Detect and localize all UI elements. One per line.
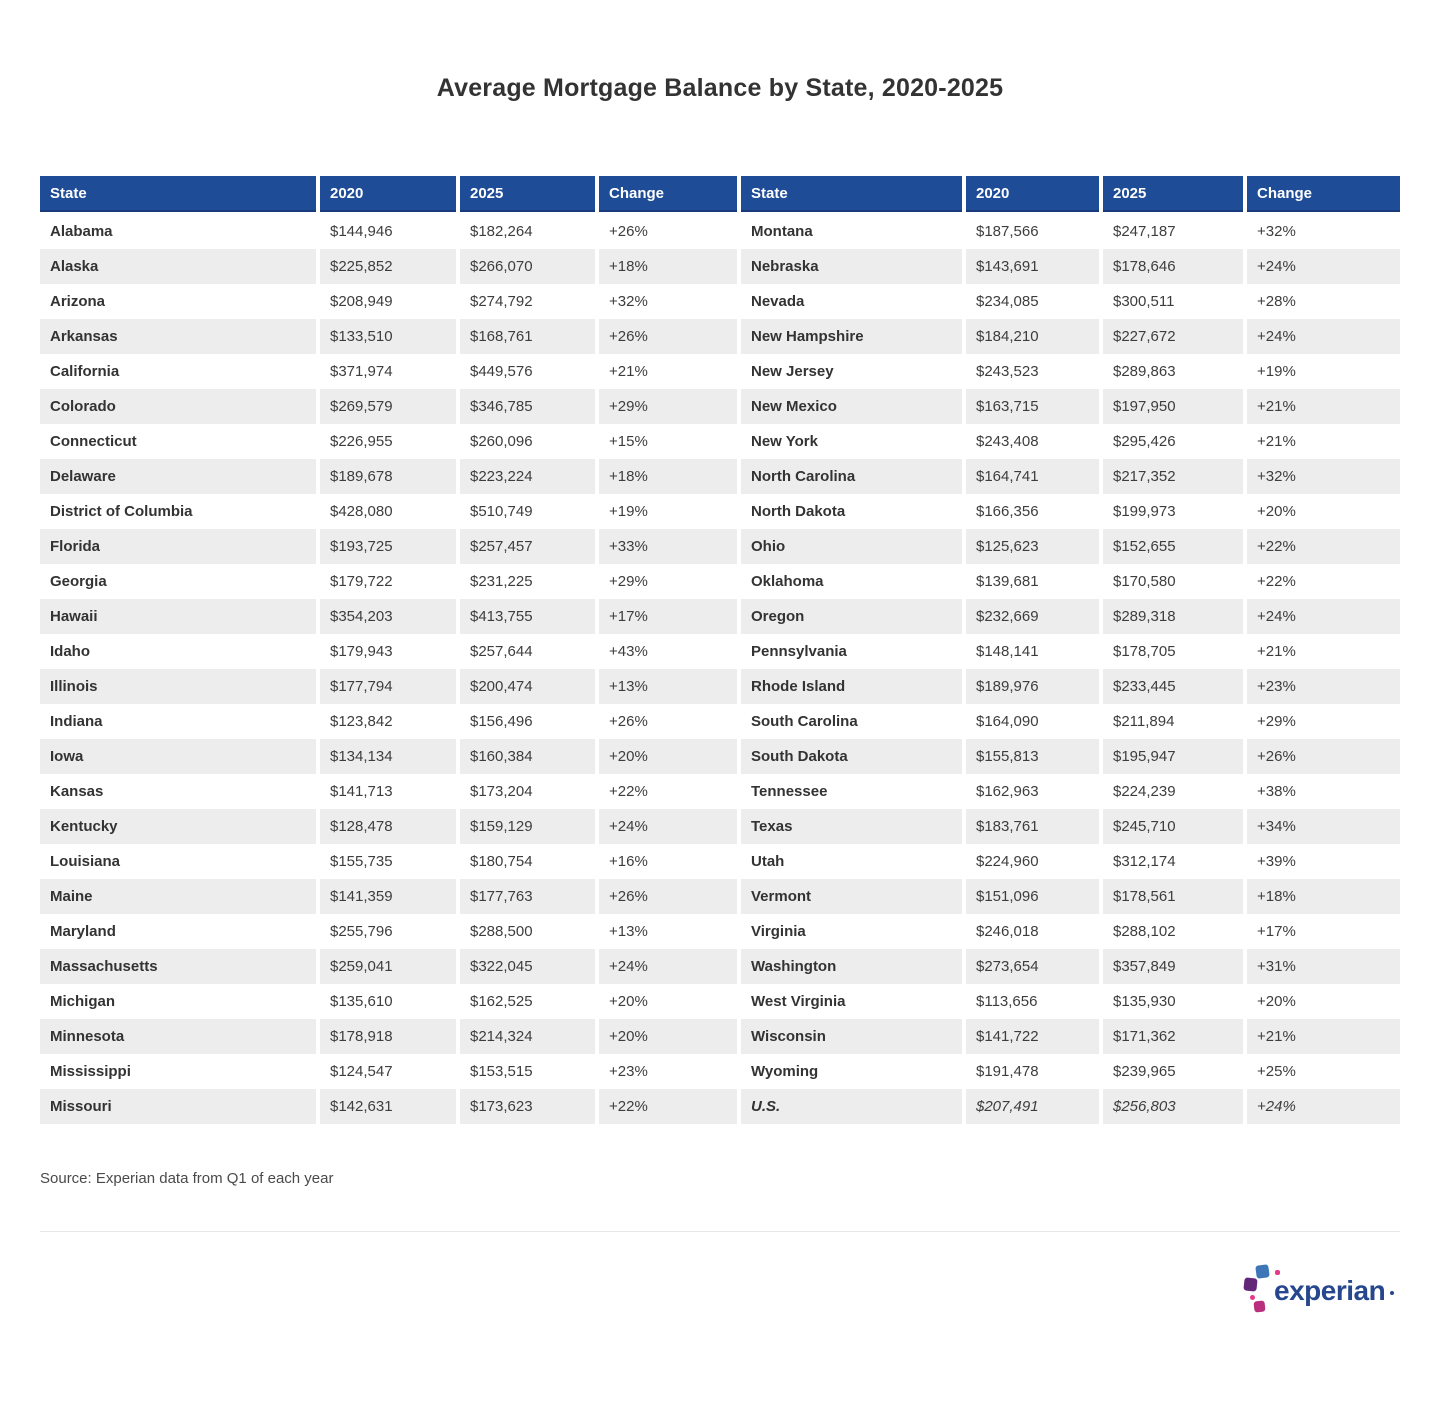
- logo-block-magenta-icon: [1253, 1300, 1265, 1312]
- table-row: [741, 214, 1400, 249]
- change-cell: +18%: [599, 249, 737, 284]
- balance-2020-cell: $155,735: [320, 844, 456, 879]
- state-cell: Nebraska: [741, 249, 962, 284]
- balance-2020-cell: $273,654: [966, 949, 1099, 984]
- balance-2020-cell: $354,203: [320, 599, 456, 634]
- balance-2020-cell: $226,955: [320, 424, 456, 459]
- balance-2020-cell: $143,691: [966, 249, 1099, 284]
- state-cell: Florida: [40, 529, 316, 564]
- change-cell: +31%: [1247, 949, 1400, 984]
- balance-2025-cell: $211,894: [1103, 704, 1243, 739]
- balance-2025-cell: $156,496: [460, 704, 595, 739]
- table-row: [741, 424, 1400, 459]
- table-row: [40, 809, 737, 844]
- balance-2020-cell: $232,669: [966, 599, 1099, 634]
- balance-2025-cell: $346,785: [460, 389, 595, 424]
- state-cell: North Carolina: [741, 459, 962, 494]
- state-cell: Maine: [40, 879, 316, 914]
- change-cell: +17%: [1247, 914, 1400, 949]
- balance-2025-cell: $170,580: [1103, 564, 1243, 599]
- table-row: [40, 914, 737, 949]
- balance-2020-cell: $163,715: [966, 389, 1099, 424]
- balance-2025-cell: $288,500: [460, 914, 595, 949]
- state-cell: Nevada: [741, 284, 962, 319]
- table-row: [741, 984, 1400, 1019]
- balance-2025-cell: $214,324: [460, 1019, 595, 1054]
- change-cell: +19%: [599, 494, 737, 529]
- table-row: [40, 459, 737, 494]
- page: [40, 74, 1400, 1316]
- change-cell: +17%: [599, 599, 737, 634]
- balance-2020-cell: $184,210: [966, 319, 1099, 354]
- table-row: [40, 564, 737, 599]
- state-cell: West Virginia: [741, 984, 962, 1019]
- balance-2020-cell: $125,623: [966, 529, 1099, 564]
- change-cell: +16%: [599, 844, 737, 879]
- change-cell: +23%: [1247, 669, 1400, 704]
- table-row: [40, 704, 737, 739]
- experian-wordmark: experian: [1274, 1275, 1386, 1306]
- change-cell: +13%: [599, 669, 737, 704]
- balance-2025-cell: $312,174: [1103, 844, 1243, 879]
- state-cell: Alabama: [40, 214, 316, 249]
- change-cell: +22%: [599, 1089, 737, 1124]
- table-row: [741, 1019, 1400, 1054]
- change-cell: +24%: [599, 949, 737, 984]
- state-cell: Massachusetts: [40, 949, 316, 984]
- state-cell: Hawaii: [40, 599, 316, 634]
- balance-2025-cell: $171,362: [1103, 1019, 1243, 1054]
- change-cell: +22%: [599, 774, 737, 809]
- balance-2025-cell: $289,863: [1103, 354, 1243, 389]
- change-cell: +22%: [1247, 564, 1400, 599]
- change-cell: +29%: [599, 389, 737, 424]
- state-cell: Texas: [741, 809, 962, 844]
- state-cell: Arkansas: [40, 319, 316, 354]
- column-header: 2025: [1103, 176, 1243, 212]
- balance-2020-cell: $124,547: [320, 1054, 456, 1089]
- state-cell: Montana: [741, 214, 962, 249]
- state-cell: Louisiana: [40, 844, 316, 879]
- balance-2020-cell: $371,974: [320, 354, 456, 389]
- balance-2025-cell: $239,965: [1103, 1054, 1243, 1089]
- balance-2025-cell: $223,224: [460, 459, 595, 494]
- balance-2020-cell: $144,946: [320, 214, 456, 249]
- table-row: [40, 214, 737, 249]
- balance-2025-cell: $135,930: [1103, 984, 1243, 1019]
- balance-2020-cell: $166,356: [966, 494, 1099, 529]
- table-row: [741, 494, 1400, 529]
- balance-2025-cell: $510,749: [460, 494, 595, 529]
- balance-2020-cell: $179,722: [320, 564, 456, 599]
- table-row: [40, 354, 737, 389]
- change-cell: +28%: [1247, 284, 1400, 319]
- balance-2020-cell: $224,960: [966, 844, 1099, 879]
- logo-block-blue-icon: [1255, 1264, 1270, 1279]
- state-cell: Virginia: [741, 914, 962, 949]
- balance-2020-cell: $128,478: [320, 809, 456, 844]
- balance-2020-cell: $134,134: [320, 739, 456, 774]
- state-cell: Pennsylvania: [741, 634, 962, 669]
- balance-2020-cell: $234,085: [966, 284, 1099, 319]
- table-row: [40, 669, 737, 704]
- balance-2020-cell: $246,018: [966, 914, 1099, 949]
- change-cell: +24%: [599, 809, 737, 844]
- change-cell: +43%: [599, 634, 737, 669]
- change-cell: +21%: [1247, 389, 1400, 424]
- state-cell: Indiana: [40, 704, 316, 739]
- change-cell: +13%: [599, 914, 737, 949]
- column-header: 2020: [320, 176, 456, 212]
- balance-2025-cell: $153,515: [460, 1054, 595, 1089]
- table-row: [741, 249, 1400, 284]
- column-header: 2020: [966, 176, 1099, 212]
- change-cell: +32%: [1247, 459, 1400, 494]
- balance-2020-cell: $243,408: [966, 424, 1099, 459]
- balance-2025-cell: $274,792: [460, 284, 595, 319]
- balance-2025-cell: $217,352: [1103, 459, 1243, 494]
- state-cell: Michigan: [40, 984, 316, 1019]
- table-row: [40, 774, 737, 809]
- balance-2025-cell: $247,187: [1103, 214, 1243, 249]
- table-row: [741, 704, 1400, 739]
- table-row: [40, 494, 737, 529]
- balance-2020-cell: $177,794: [320, 669, 456, 704]
- balance-2025-cell: $257,457: [460, 529, 595, 564]
- state-cell: Washington: [741, 949, 962, 984]
- change-cell: +22%: [1247, 529, 1400, 564]
- balance-2025-cell: $168,761: [460, 319, 595, 354]
- balance-2025-cell: $260,096: [460, 424, 595, 459]
- table-row: [40, 599, 737, 634]
- table-row: [741, 879, 1400, 914]
- balance-2020-cell: $208,949: [320, 284, 456, 319]
- balance-2025-cell: $233,445: [1103, 669, 1243, 704]
- state-cell: South Carolina: [741, 704, 962, 739]
- balance-2020-cell: $183,761: [966, 809, 1099, 844]
- footer-divider: [40, 1231, 1400, 1232]
- balance-2025-cell: $178,561: [1103, 879, 1243, 914]
- change-cell: +39%: [1247, 844, 1400, 879]
- state-cell: Wyoming: [741, 1054, 962, 1089]
- mortgage-balance-table: [40, 176, 1400, 1124]
- table-row: [741, 844, 1400, 879]
- table-row: [741, 669, 1400, 704]
- balance-2020-cell: $243,523: [966, 354, 1099, 389]
- balance-2020-cell: $259,041: [320, 949, 456, 984]
- table-row: [40, 1089, 737, 1124]
- state-cell: Iowa: [40, 739, 316, 774]
- balance-2025-cell: $159,129: [460, 809, 595, 844]
- table-row: [40, 249, 737, 284]
- state-cell: Georgia: [40, 564, 316, 599]
- state-cell: District of Columbia: [40, 494, 316, 529]
- state-cell: Alaska: [40, 249, 316, 284]
- balance-2025-cell: $413,755: [460, 599, 595, 634]
- change-cell: +15%: [599, 424, 737, 459]
- table-row: [40, 529, 737, 564]
- table-row: [40, 844, 737, 879]
- state-cell: Tennessee: [741, 774, 962, 809]
- table-row: [40, 984, 737, 1019]
- change-cell: +26%: [599, 879, 737, 914]
- change-cell: +21%: [1247, 1019, 1400, 1054]
- column-header: 2025: [460, 176, 595, 212]
- balance-2020-cell: $162,963: [966, 774, 1099, 809]
- trademark-dot-icon: [1390, 1291, 1394, 1295]
- change-cell: +24%: [1247, 1089, 1400, 1124]
- state-cell: Minnesota: [40, 1019, 316, 1054]
- balance-2020-cell: $139,681: [966, 564, 1099, 599]
- balance-2020-cell: $255,796: [320, 914, 456, 949]
- table-row: [741, 459, 1400, 494]
- logo-block-purple-icon: [1243, 1277, 1257, 1291]
- column-header: Change: [599, 176, 737, 212]
- balance-2025-cell: $182,264: [460, 214, 595, 249]
- table-row: [40, 949, 737, 984]
- change-cell: +29%: [599, 564, 737, 599]
- balance-2025-cell: $152,655: [1103, 529, 1243, 564]
- experian-logo: [1244, 1264, 1396, 1316]
- change-cell: +33%: [599, 529, 737, 564]
- table-row: [40, 424, 737, 459]
- change-cell: +19%: [1247, 354, 1400, 389]
- balance-2020-cell: $133,510: [320, 319, 456, 354]
- table-row: [40, 284, 737, 319]
- table-row: [40, 634, 737, 669]
- table-row: [741, 774, 1400, 809]
- balance-2025-cell: $227,672: [1103, 319, 1243, 354]
- balance-2020-cell: $142,631: [320, 1089, 456, 1124]
- balance-2025-cell: $322,045: [460, 949, 595, 984]
- state-cell: Arizona: [40, 284, 316, 319]
- balance-2025-cell: $173,623: [460, 1089, 595, 1124]
- balance-2020-cell: $187,566: [966, 214, 1099, 249]
- balance-2020-cell: $141,722: [966, 1019, 1099, 1054]
- column-header: State: [741, 176, 962, 212]
- state-cell: Kansas: [40, 774, 316, 809]
- balance-2020-cell: $164,090: [966, 704, 1099, 739]
- page-title: Average Mortgage Balance by State, 2020-2025: [436, 74, 1004, 102]
- state-cell: Vermont: [741, 879, 962, 914]
- change-cell: +18%: [599, 459, 737, 494]
- change-cell: +26%: [599, 214, 737, 249]
- state-cell: North Dakota: [741, 494, 962, 529]
- table-row: [741, 914, 1400, 949]
- state-cell: New Jersey: [741, 354, 962, 389]
- table-row: [741, 599, 1400, 634]
- table-row: [40, 1019, 737, 1054]
- balance-2025-cell: $180,754: [460, 844, 595, 879]
- balance-2025-cell: $195,947: [1103, 739, 1243, 774]
- balance-2020-cell: $141,713: [320, 774, 456, 809]
- balance-2025-cell: $257,644: [460, 634, 595, 669]
- change-cell: +38%: [1247, 774, 1400, 809]
- change-cell: +21%: [1247, 634, 1400, 669]
- change-cell: +32%: [599, 284, 737, 319]
- table-row: [40, 879, 737, 914]
- balance-2025-cell: $197,950: [1103, 389, 1243, 424]
- state-cell: Rhode Island: [741, 669, 962, 704]
- balance-2020-cell: $135,610: [320, 984, 456, 1019]
- balance-2025-cell: $289,318: [1103, 599, 1243, 634]
- table-row: [741, 389, 1400, 424]
- balance-2025-cell: $256,803: [1103, 1089, 1243, 1124]
- balance-2025-cell: $449,576: [460, 354, 595, 389]
- balance-2020-cell: $225,852: [320, 249, 456, 284]
- logo-dot-pink2-icon: [1250, 1295, 1255, 1300]
- balance-2020-cell: $148,141: [966, 634, 1099, 669]
- change-cell: +24%: [1247, 249, 1400, 284]
- balance-2025-cell: $160,384: [460, 739, 595, 774]
- state-cell: Delaware: [40, 459, 316, 494]
- table-row: [741, 809, 1400, 844]
- change-cell: +23%: [599, 1054, 737, 1089]
- change-cell: +20%: [1247, 494, 1400, 529]
- table-row: [40, 739, 737, 774]
- change-cell: +29%: [1247, 704, 1400, 739]
- change-cell: +25%: [1247, 1054, 1400, 1089]
- table-row: [741, 284, 1400, 319]
- balance-2025-cell: $245,710: [1103, 809, 1243, 844]
- table-row: [40, 1054, 737, 1089]
- change-cell: +20%: [599, 739, 737, 774]
- balance-2020-cell: $269,579: [320, 389, 456, 424]
- balance-2020-cell: $189,976: [966, 669, 1099, 704]
- balance-2020-cell: $207,491: [966, 1089, 1099, 1124]
- state-cell: Connecticut: [40, 424, 316, 459]
- change-cell: +20%: [1247, 984, 1400, 1019]
- change-cell: +21%: [599, 354, 737, 389]
- balance-2025-cell: $162,525: [460, 984, 595, 1019]
- table-row: [741, 739, 1400, 774]
- balance-2020-cell: $164,741: [966, 459, 1099, 494]
- table-row: [40, 389, 737, 424]
- state-cell: California: [40, 354, 316, 389]
- balance-2025-cell: $178,646: [1103, 249, 1243, 284]
- balance-2025-cell: $178,705: [1103, 634, 1243, 669]
- balance-2020-cell: $428,080: [320, 494, 456, 529]
- balance-2025-cell: $200,474: [460, 669, 595, 704]
- state-cell: Missouri: [40, 1089, 316, 1124]
- change-cell: +34%: [1247, 809, 1400, 844]
- balance-2020-cell: $141,359: [320, 879, 456, 914]
- change-cell: +24%: [1247, 319, 1400, 354]
- state-cell: U.S.: [741, 1089, 962, 1124]
- balance-2025-cell: $173,204: [460, 774, 595, 809]
- logo-area: [40, 1264, 1400, 1316]
- table-row: [741, 319, 1400, 354]
- table-row: [741, 634, 1400, 669]
- balance-2020-cell: $191,478: [966, 1054, 1099, 1089]
- state-cell: Idaho: [40, 634, 316, 669]
- balance-2020-cell: $151,096: [966, 879, 1099, 914]
- balance-2020-cell: $178,918: [320, 1019, 456, 1054]
- table-row: [741, 354, 1400, 389]
- table-row: [741, 949, 1400, 984]
- balance-2020-cell: $193,725: [320, 529, 456, 564]
- table-row: [741, 529, 1400, 564]
- state-cell: Utah: [741, 844, 962, 879]
- state-cell: Oklahoma: [741, 564, 962, 599]
- balance-2020-cell: $179,943: [320, 634, 456, 669]
- state-cell: Illinois: [40, 669, 316, 704]
- change-cell: +26%: [1247, 739, 1400, 774]
- table-right-half: [741, 176, 1400, 1124]
- state-cell: Mississippi: [40, 1054, 316, 1089]
- balance-2020-cell: $113,656: [966, 984, 1099, 1019]
- state-cell: Colorado: [40, 389, 316, 424]
- balance-2025-cell: $266,070: [460, 249, 595, 284]
- source-note: Source: Experian data from Q1 of each year: [40, 1170, 334, 1187]
- balance-2020-cell: $123,842: [320, 704, 456, 739]
- balance-2025-cell: $199,973: [1103, 494, 1243, 529]
- table-header-row: [741, 176, 1400, 212]
- change-cell: +20%: [599, 984, 737, 1019]
- table-left-half: [40, 176, 737, 1124]
- balance-2025-cell: $357,849: [1103, 949, 1243, 984]
- state-cell: Wisconsin: [741, 1019, 962, 1054]
- state-cell: New Hampshire: [741, 319, 962, 354]
- change-cell: +18%: [1247, 879, 1400, 914]
- balance-2025-cell: $231,225: [460, 564, 595, 599]
- table-row: [741, 564, 1400, 599]
- column-header: State: [40, 176, 316, 212]
- state-cell: South Dakota: [741, 739, 962, 774]
- change-cell: +26%: [599, 319, 737, 354]
- table-row: [741, 1089, 1400, 1124]
- change-cell: +26%: [599, 704, 737, 739]
- change-cell: +24%: [1247, 599, 1400, 634]
- change-cell: +32%: [1247, 214, 1400, 249]
- change-cell: +20%: [599, 1019, 737, 1054]
- state-cell: Oregon: [741, 599, 962, 634]
- balance-2025-cell: $177,763: [460, 879, 595, 914]
- state-cell: Maryland: [40, 914, 316, 949]
- balance-2025-cell: $295,426: [1103, 424, 1243, 459]
- balance-2025-cell: $224,239: [1103, 774, 1243, 809]
- table-row: [741, 1054, 1400, 1089]
- balance-2020-cell: $155,813: [966, 739, 1099, 774]
- table-header-row: [40, 176, 737, 212]
- balance-2025-cell: $300,511: [1103, 284, 1243, 319]
- state-cell: New Mexico: [741, 389, 962, 424]
- column-header: Change: [1247, 176, 1400, 212]
- balance-2020-cell: $189,678: [320, 459, 456, 494]
- state-cell: Kentucky: [40, 809, 316, 844]
- table-row: [40, 319, 737, 354]
- change-cell: +21%: [1247, 424, 1400, 459]
- state-cell: Ohio: [741, 529, 962, 564]
- state-cell: New York: [741, 424, 962, 459]
- balance-2025-cell: $288,102: [1103, 914, 1243, 949]
